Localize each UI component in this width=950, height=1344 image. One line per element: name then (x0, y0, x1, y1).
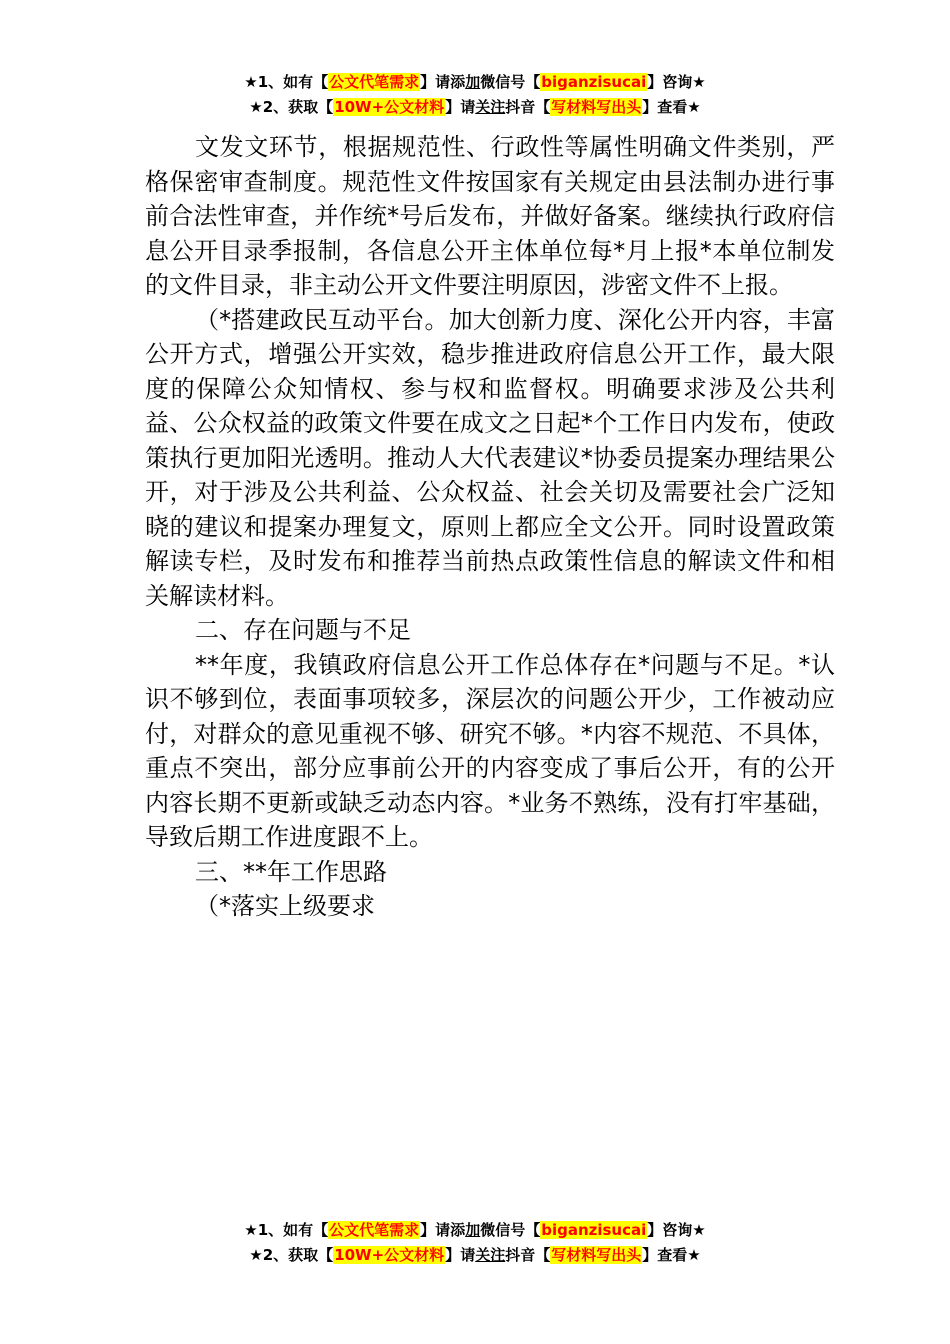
body-paragraph: （*搭建政民互动平台。加大创新力度、深化公开内容，丰富公开方式，增强公开实效，稳步推进政府信息公开工作，最大限度的保障公众知情权、参与权和监督权。明确要求涉及公共利益、公众权益的政策文件要在成文之日起*个工作日内发布，使政策执行更加阳光透明。推动人大代表建议*协委员提案办理结果公开，对于涉及公共利益、公众权益、社会关切及需要社会广泛知晓的建议和提案办理复文，原则上都应全文公开。同时设置政策解读专栏，及时发布和推荐当前热点政策性信息的解读文件和相关解读材料。 (145, 305, 835, 610)
banner-text: 】请添 (420, 73, 466, 91)
body-paragraph: 文发文环节，根据规范性、行政性等属性明确文件类别，严格保密审查制度。规范性文件按国家有关规定由县法制办进行事前合法性审查，并作统*号后发布，并做好备案。继续执行政府信息公开目录季报制，各信息公开主体单位每*月上报*本单位制发的文件目录，非主动公开文件要注明原因，涉密文件不上报。 (145, 133, 835, 299)
section-heading: 二、存在问题与不足 (195, 616, 411, 644)
section-heading: 三、**年工作思路 (195, 857, 387, 886)
banner-text: 】请添 (420, 1221, 466, 1239)
banner-text: 抖音【 (505, 1246, 551, 1264)
highlight-materials: 10W+公文材料 (334, 98, 445, 116)
footer-banner (0, 1218, 950, 1268)
banner-underlined-text: 关注 (475, 1246, 506, 1264)
banner-line-1 (0, 70, 950, 95)
banner-text: 抖音【 (505, 98, 551, 116)
banner-text: 】咨询★ (647, 73, 706, 91)
document-body (145, 130, 835, 924)
banner-text: 】请 (445, 1246, 476, 1264)
banner-text: 微信号【 (480, 1221, 541, 1239)
banner-text: 】咨询★ (647, 1221, 706, 1239)
body-paragraph: **年度，我镇政府信息公开工作总体存在*问题与不足。*认识不够到位，表面事项较多，深层次的问题公开少，工作被动应付，对群众的意见重视不够、研究不够。*内容不规范、不具体，重点不突出，部分应事前公开的内容变成了事后公开，有的公开内容长期不更新或缺乏动态内容。*业务不熟练，没有打牢基础，导致后期工作进度跟不上。 (145, 650, 835, 851)
banner-text: ★2、获取【 (249, 1246, 334, 1264)
banner-underlined-text: 加 (465, 1221, 481, 1239)
highlight-wechat-id: biganzisucai (541, 1221, 647, 1239)
highlight-materials: 10W+公文材料 (334, 1246, 445, 1264)
highlight-douyin-account: 写材料写出头 (551, 1246, 642, 1264)
banner-line-1 (0, 1218, 950, 1243)
subsection-heading: （*落实上级要求 (195, 892, 375, 920)
banner-line-2 (0, 1243, 950, 1268)
banner-text: ★1、如有【 (244, 1221, 329, 1239)
banner-line-2 (0, 95, 950, 120)
highlight-douyin-account: 写材料写出头 (551, 98, 642, 116)
highlight-wechat-id: biganzisucai (541, 73, 647, 91)
banner-text: 】查看★ (642, 1246, 701, 1264)
header-banner (0, 70, 950, 120)
banner-text: 微信号【 (480, 73, 541, 91)
banner-text: 】查看★ (642, 98, 701, 116)
banner-text: ★1、如有【 (244, 73, 329, 91)
banner-text: 】请 (445, 98, 476, 116)
banner-text: ★2、获取【 (249, 98, 334, 116)
banner-underlined-text: 加 (465, 73, 481, 91)
highlight-service: 公文代笔需求 (329, 73, 420, 91)
banner-underlined-text: 关注 (475, 98, 506, 116)
highlight-service: 公文代笔需求 (329, 1221, 420, 1239)
